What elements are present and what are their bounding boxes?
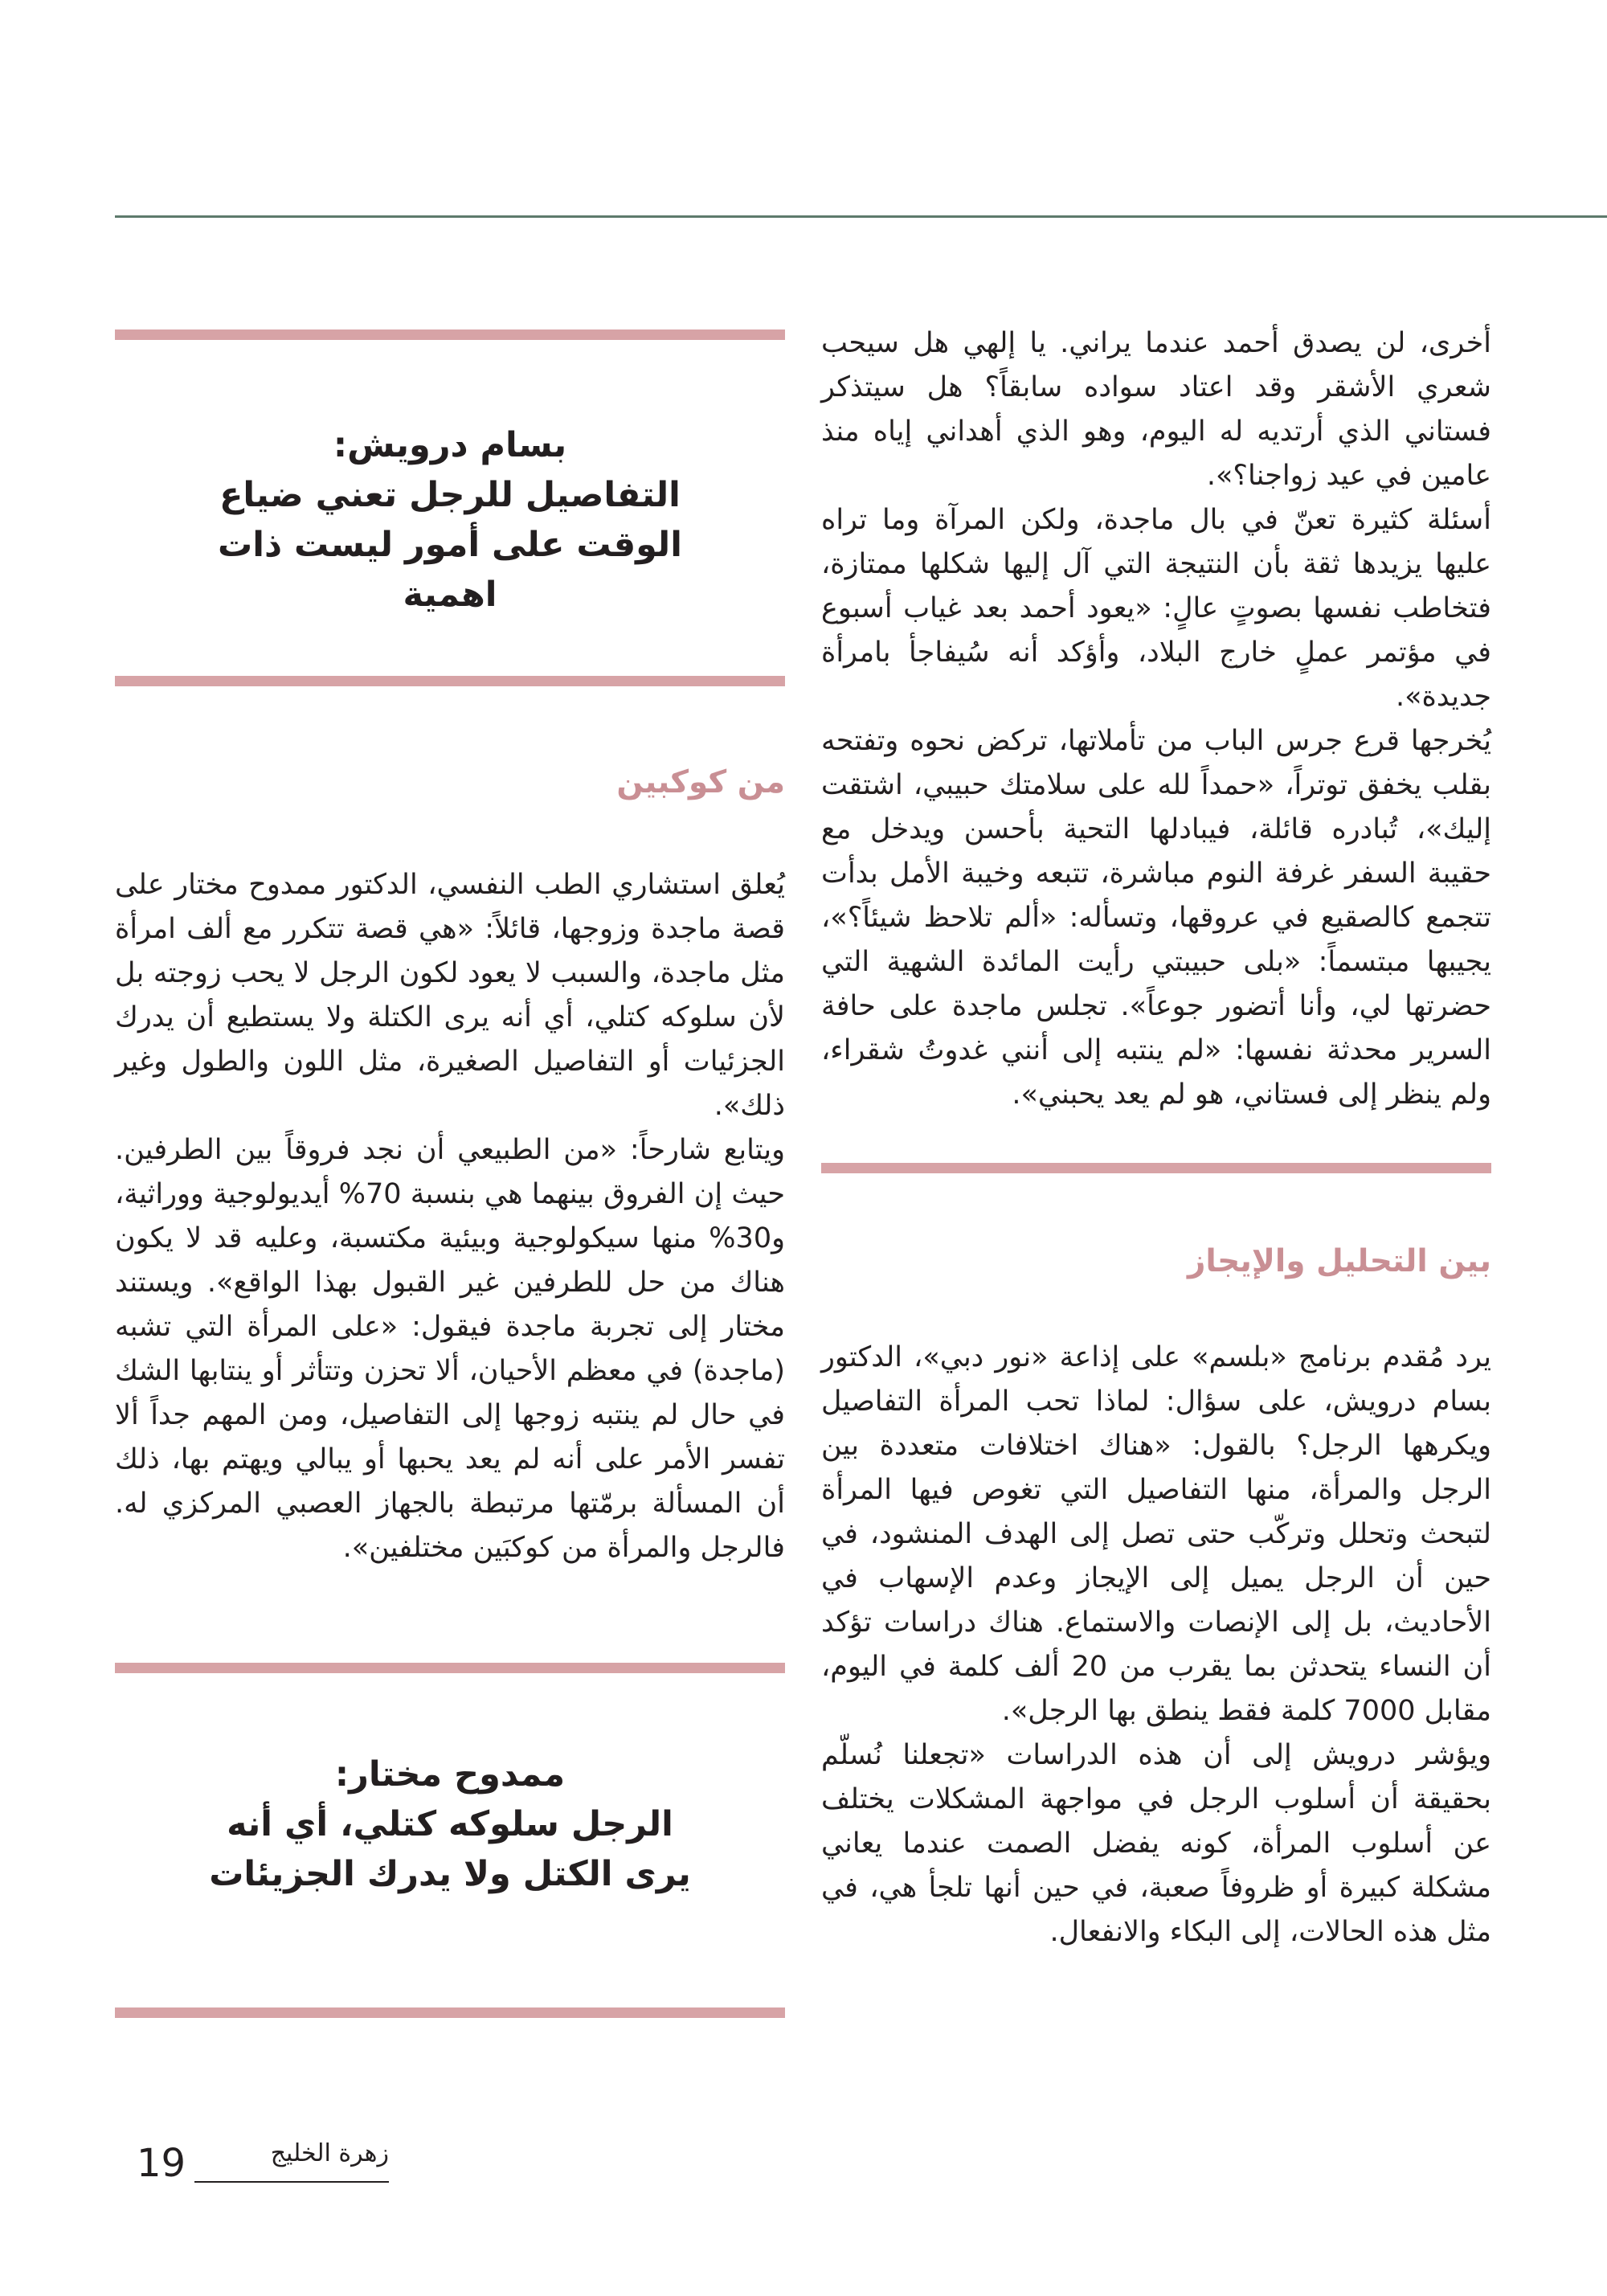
paragraph: يُعلق استشاري الطب النفسي، الدكتور ممدوح مختار على قصة ماجدة وزوجها، قائلاً: «هي قصة تتكرر مع ألف امرأة مثل ماجدة، والسبب لا يعود لكون الرجل لا يحب زوجته بل لأن سلوكه كتلي، أي أنه يرى الكتلة ولا يستطيع أن يدرك الجزئيات أو التفاصيل الصغيرة، مثل اللون والطول وغير ذلك». bbox=[115, 869, 785, 1122]
paragraph: أخرى، لن يصدق أحمد عندما يراني. يا إلهي هل سيحب شعري الأشقر وقد اعتاد سواده سابقاً؟ هل سيتذكر فستاني الذي أرتديه له اليوم، وهو الذي أهداني إياه منذ عامين في عيد زواجنا؟». bbox=[821, 327, 1491, 492]
quote-author: بسام درويش: bbox=[333, 425, 567, 465]
article-right-column bbox=[821, 321, 1491, 1954]
paragraph: يرد مُقدم برنامج «بلسم» على إذاعة «نور دبي»، الدكتور بسام درويش، على سؤال: لماذا تحب المرأة التفاصيل ويكرهها الرجل؟ بالقول: «هناك اختلافات متعددة بين الرجل والمرأة، منها التفاصيل التي تغوص فيها المرأة لتبحث وتحلل وتركّب حتى تصل إلى الهدف المنشود، في حين أن الرجل يميل إلى الإيجاز وعدم الإسهاب في الأحاديث، بل إلى الإنصات والاستماع. هناك دراسات تؤكد أن النساء يتحدثن بما يقرب من 20 ألف كلمة في اليوم، مقابل 7000 كلمة فقط ينطق بها الرجل». bbox=[821, 1341, 1491, 1727]
article-body-part-1 bbox=[821, 321, 1491, 1117]
pull-quote-darwish bbox=[115, 420, 785, 620]
quote-text: الرجل سلوكه كتلي، أي أنه يرى الكتل ولا يدرك الجزيئات bbox=[209, 1804, 691, 1894]
page-number: 19 bbox=[137, 2141, 186, 2186]
top-rule bbox=[115, 215, 1607, 218]
quote-divider-top bbox=[115, 1663, 785, 1673]
quote-text: التفاصيل للرجل تعني ضياع الوقت على أمور ليست ذات اهمية bbox=[218, 475, 682, 615]
quote-divider-bottom bbox=[115, 676, 785, 686]
article-body-part-2 bbox=[821, 1336, 1491, 1954]
paragraph: ويتابع شارحاً: «من الطبيعي أن نجد فروقاً بين الطرفين. حيث إن الفروق بينهما هي بنسبة 70% أيديولوجية ووراثية، و30% منها سيكولوجية وبيئية مكتسبة، وعليه قد لا يكون هناك من حل للطرفين غير القبول بهذا الواقع». ويستند مختار إلى تجربة ماجدة فيقول: «على المرأة التي تشبه (ماجدة) في معظم الأحيان، ألا تحزن وتتأثر أو ينتابها الشك في حال لم ينتبه زوجها إلى التفاصيل، ومن المهم جداً ألا تفسر الأمر على أنه لم يعد يحبها أو يبالي ويهتم بها، ذلك أن المسألة برمّتها مرتبطة بالجهاز العصبي المركزي له. فالرجل والمرأة من كوكبَين مختلفين». bbox=[115, 1134, 785, 1564]
footer-rule bbox=[194, 2181, 389, 2183]
article-body-left bbox=[115, 863, 785, 1570]
quote-divider-top bbox=[115, 329, 785, 340]
section-divider bbox=[821, 1163, 1491, 1173]
pull-quote-mukhtar bbox=[115, 1750, 785, 1899]
quote-divider-bottom bbox=[115, 2007, 785, 2018]
quote-author: ممدوح مختار: bbox=[334, 1754, 566, 1795]
paragraph: يُخرجها قرع جرس الباب من تأملاتها، تركض نحوه وتفتحه بقلب يخفق توتراً، «حمداً لله على سلامتك حبيبي، اشتقت إليك»، تُبادره قائلة، فيبادلها التحية بأحسن ويدخل مع حقيبة السفر غرفة النوم مباشرة، تتبعه وخيبة الأمل بدأت تتجمع كالصقيع في عروقها، وتسأله: «ألم تلاحظ شيئاً؟»، يجيبها مبتسماً: «بلى حبيبتي رأيت المائدة الشهية التي حضرتها لي، وأنا أتضور جوعاً». تجلس ماجدة على حافة السرير محدثة نفسها: «لم ينتبه إلى أنني غدوتُ شقراء، ولم ينظر إلى فستاني، هو لم يعد يحبني». bbox=[821, 725, 1491, 1111]
page-footer bbox=[137, 2139, 394, 2196]
paragraph: أسئلة كثيرة تعنّ في بال ماجدة، ولكن المرآة وما تراه عليها يزيدها ثقة بأن النتيجة التي آل إليها شكلها ممتازة، فتخاطب نفسها بصوتٍ عالٍ: «يعود أحمد بعد غياب أسبوع في مؤتمر عملٍ خارج البلاد، وأؤكد أنه سُيفاجأ بامرأة جديدة». bbox=[821, 504, 1491, 713]
magazine-name: زهرة الخليج bbox=[270, 2139, 389, 2167]
article-left-column bbox=[115, 321, 785, 2018]
subhead-two-planets: من كوكبين bbox=[616, 764, 785, 800]
subhead-analysis: بين التحليل والإيجاز bbox=[1187, 1243, 1491, 1279]
paragraph: ويؤشر درويش إلى أن هذه الدراسات «تجعلنا نُسلّم بحقيقة أن أسلوب الرجل في مواجهة المشكلات يختلف عن أسلوب المرأة، كونه يفضل الصمت عندما يعاني مشكلة كبيرة أو ظروفاً صعبة، في حين أنها تلجأ هي، في مثل هذه الحالات، إلى البكاء والانفعال. bbox=[821, 1739, 1491, 1948]
